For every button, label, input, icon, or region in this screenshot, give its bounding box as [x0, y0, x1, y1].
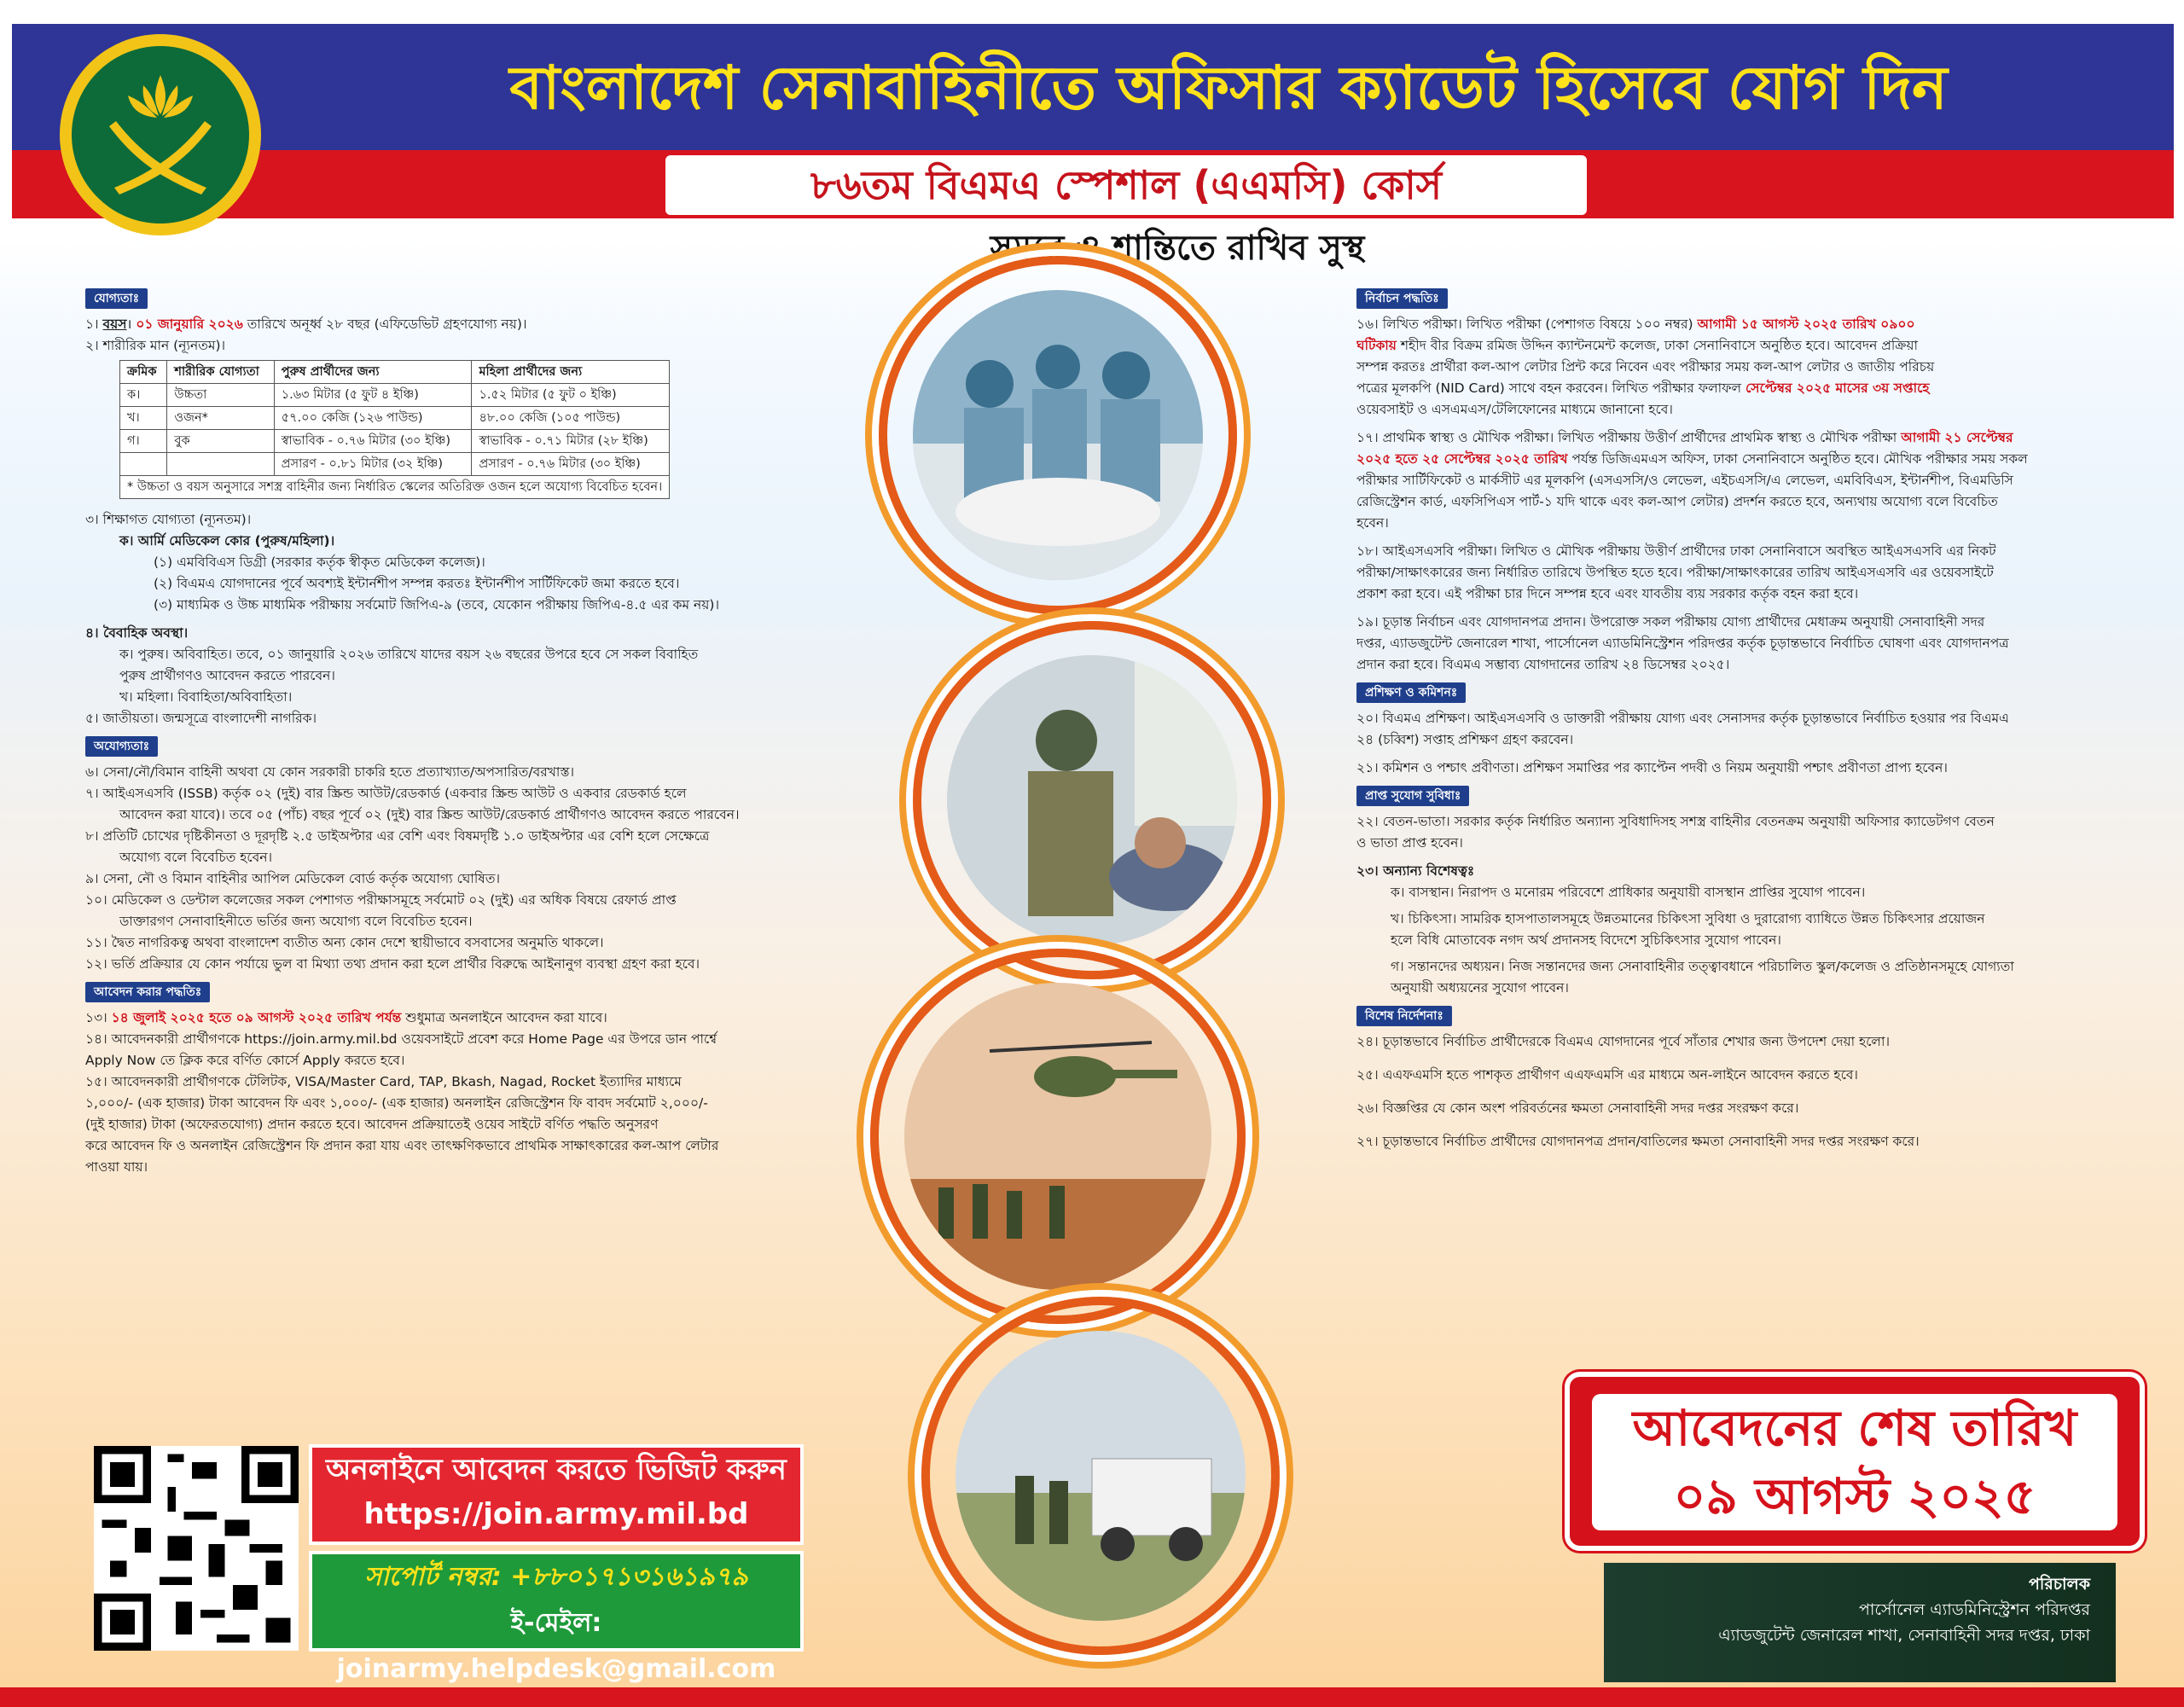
- inelig-7b: আবেদন করা যাবে)। তবে ০৫ (পাঁচ) বছর পূর্বে ০২ (দুই) বার স্ক্রিন্ড আউট/রেডকার্ড প্রার্থীগণও আবেদন করতে পারবেন।: [119, 807, 740, 822]
- apply-14: ১৪। আবেদনকারী প্রার্থীগণকে https://join.army.mil.bd ওয়েবসাইটে প্রবেশ করে Home Page এর উপরে ডান পার্শ্বে: [85, 1031, 717, 1047]
- physical-standards-table: [119, 360, 670, 499]
- visit-label: অনলাইনে আবেদন করতে ভিজিট করুন: [326, 1453, 787, 1487]
- table-note-row: * উচ্চতা ও বয়স অনুসারে সশস্ত্র বাহিনীর জন্য নির্ধারিত স্কেলের অতিরিক্ত ওজন হলে অযোগ্য বিবেচিত হবেন।: [120, 476, 670, 499]
- item-marital-male-2: পুরুষ প্রার্থীগণও আবেদন করতে পারবেন।: [119, 668, 335, 683]
- table-row: ক। উচ্চতা ১.৬৩ মিটার (৫ ফুট ৪ ইঞ্চি) ১.৫২ মিটার (৫ ফুট ০ ইঞ্চি): [120, 384, 670, 407]
- ben-23g2: অনুযায়ী অধ্যয়নের সুযোগ পাবেন।: [1391, 980, 1569, 996]
- dental-photo: [947, 655, 1237, 945]
- deadline-date: ০৯ আগস্ট ২০২৫: [1673, 1467, 2036, 1525]
- motto: সমরে ও শান্তিতে রাখিব সুস্থ: [990, 229, 1365, 268]
- course-subtitle: ৮৬তম বিএমএ স্পেশাল (এএমসি) কোর্স: [665, 155, 1587, 215]
- sel-17d: রেজিস্ট্রেশন কার্ড, এফসিপিএস পার্ট-১ যদি থাকে এবং কল-আপ লেটার) প্রদর্শন করতে হবে, অন্যথায় অযোগ্য বলে বিবেচিত: [1356, 494, 1998, 509]
- train-20: ২০। বিএমএ প্রশিক্ষণ। আইএসএসবি ও ডাক্তারী পরীক্ষায় যোগ্য এবং সেনাসদর কর্তৃক চূড়ান্তভাবে নির্বাচিত হওয়ার পর বিএমএ: [1356, 711, 2009, 726]
- qr-code[interactable]: [94, 1446, 299, 1651]
- spec-25: ২৫। এএফএমসি হতে পাশকৃত প্রার্থীগণ এএফএমসি এর মাধ্যমে অন-লাইনে আবেদন করতে হবে।: [1356, 1067, 1858, 1083]
- item-age: ১। বয়স। ০১ জানুয়ারি ২০২৬ তারিখে অনূর্ধ্ব ২৮ বছর (এফিডেভিট গ্রহণযোগ্য নয়)।: [85, 316, 527, 332]
- issuer-branch: এ্যাডজুটেন্ট জেনারেল শাখা, সেনাবাহিনী সদর দপ্তর, ঢাকা: [1718, 1626, 2090, 1645]
- ben-23k: ক। বাসস্থান। নিরাপদ ও মনোরম পরিবেশে প্রাধিকার অনুযায়ী বাসস্থান প্রাপ্তির সুযোগ পাবেন।: [1391, 885, 1866, 900]
- inelig-6: ৬। সেনা/নৌ/বিমান বাহিনী অথবা যে কোন সরকারী চাকরি হতে প্রত্যাখ্যাত/অপসারিত/বরখাস্ত।: [85, 764, 575, 780]
- apply-15e: পাওয়া যায়।: [85, 1159, 148, 1175]
- sel-16e: ওয়েবসাইট ও এসএমএস/টেলিফোনের মাধ্যমে জানানো হবে।: [1356, 402, 1673, 417]
- ben-23g: গ। সন্তানদের অধ্যয়ন। নিজ সন্তানদের জন্য সেনাবাহিনীর তত্ত্বাবধানে পরিচালিত স্কুল/কলেজ ও প্রতিষ্ঠানসমূহে যোগ্যতা: [1391, 959, 2014, 974]
- ben-23kh2: হলে বিধি মোতাবেক নগদ অর্থ প্রদানসহ বিদেশে সুচিকিৎসার সুযোগ পাবেন।: [1391, 932, 1781, 948]
- support-phone[interactable]: সাপোর্ট নম্বর: +৮৮০১৭১৩১৬১৯৭৯: [364, 1562, 748, 1592]
- surgery-photo: [913, 290, 1203, 580]
- sel-17e: হবেন।: [1356, 515, 1389, 531]
- item-marital: ৪। বৈবাহিক অবস্থা।: [85, 625, 189, 641]
- spec-27: ২৭। চূড়ান্তভাবে নির্বাচিত প্রার্থীদের যোগদানপত্র প্রদান/বাতিলের ক্ষমতা সেনাবাহিনী সদর দপ্তর সংরক্ষণ করে।: [1356, 1134, 1920, 1149]
- item-education-2: (২) বিএমএ যোগদানের পূর্বে অবশ্যই ইন্টার্নশীপ সম্পন্ন করতঃ ইন্টার্নশীপ সার্টিফিকেট জমা করতে হবে।: [154, 576, 680, 591]
- inelig-8b: অযোগ্য বলে বিবেচিত হবেন।: [119, 850, 273, 865]
- spec-24: ২৪। চূড়ান্তভাবে নির্বাচিত প্রার্থীদেরকে বিএমএ যোগদানের পূর্বে সাঁতার শেখার জন্য উপদেশ দেয়া হলো।: [1356, 1034, 1891, 1049]
- inelig-9: ৯। সেনা, নৌ ও বিমান বাহিনীর আপিল মেডিকেল বোর্ড কর্তৃক অযোগ্য ঘোষিত।: [85, 871, 501, 886]
- deadline-inner: [1592, 1394, 2117, 1530]
- ben-23: ২৩। অন্যান্য বিশেষত্বঃ: [1356, 863, 1475, 879]
- deadline-badge: [1565, 1372, 2145, 1551]
- ben-22: ২২। বেতন-ভাতা। সরকার কর্তৃক নির্ধারিত অন্যান্য সুবিধাদিসহ সশস্ত্র বাহিনীর বেতনক্রম অনুযায়ী অফিসার ক্যাডেটগণ বেতন: [1356, 814, 1995, 829]
- sel-18: ১৮। আইএসএসবি পরীক্ষা। লিখিত ও মৌখিক পরীক্ষায় উত্তীর্ণ প্রার্থীদের ঢাকা সেনানিবাসে অবস্থিত আইএসএসবি এর নিকট: [1356, 543, 1996, 559]
- sel-16d: পত্রের মূলকপি (NID Card) সাথে বহন করবেন। লিখিত পরীক্ষার ফলাফল সেপ্টেম্বর ২০২৫ মাসের ৩য় সপ্তাহে: [1356, 380, 1930, 396]
- item-nationality: ৫। জাতীয়তা। জন্মসূত্রে বাংলাদেশী নাগরিক।: [85, 711, 317, 726]
- item-education: ৩। শিক্ষাগত যোগ্যতা (ন্যূনতম)।: [85, 512, 252, 527]
- inelig-11: ১১। দ্বৈত নাগরিকত্ব অথবা বাংলাদেশ ব্যতীত অন্য কোন দেশে স্থায়ীভাবে বসবাসের অনুমতি থাকলে।: [85, 935, 604, 950]
- train-20b: ২৪ (চব্বিশ) সপ্তাহ প্রশিক্ষণ গ্রহণ করবেন।: [1356, 732, 1574, 747]
- item-marital-female: খ। মহিলা। বিবাহিতা/অবিবাহিতা।: [119, 689, 293, 705]
- website-link[interactable]: https://join.army.mil.bd: [363, 1497, 749, 1531]
- sel-19: ১৯। চূড়ান্ত নির্বাচন এবং যোগদানপত্র প্রদান। উপরোক্ত সকল পরীক্ষায় যোগ্য প্রার্থীদের মেধাক্রম অনুযায়ী সেনাবাহিনী সদর: [1356, 614, 1985, 630]
- sel-17b: ২০২৫ হতে ২৫ সেপ্টেম্বর ২০২৫ তারিখ পর্যন্ত ডিজিএমএস অফিস, ঢাকা সেনানিবাসে অনুষ্ঠিত হবে। মৌখিক পরীক্ষার সময় সকল: [1356, 451, 2028, 467]
- sel-19c: প্রদান করা হবে। বিএমএ সম্ভাব্য যোগদানের তারিখ ২৪ ডিসেম্বর ২০২৫।: [1356, 657, 1730, 672]
- army-emblem-logo: [58, 32, 263, 237]
- left-column: [85, 282, 819, 1178]
- apply-13: ১৩। ১৪ জুলাই ২০২৫ হতে ০৯ আগস্ট ২০২৫ তারিখ পর্যন্ত শুধুমাত্র অনলাইনে আবেদন করা যাবে।: [85, 1010, 607, 1025]
- issuer-title: পরিচালক: [2029, 1575, 2090, 1594]
- inelig-10: ১০। মেডিকেল ও ডেন্টাল কলেজের সকল পেশাগত পরীক্ষাসমূহে সর্বমোট ০২ (দুই) এর অধিক বিষয়ে রেফার্ড প্রাপ্ত: [85, 892, 677, 908]
- deadline-label: আবেদনের শেষ তারিখ: [1632, 1399, 2077, 1457]
- item-physical: ২। শারীরিক মান (ন্যূনতম)।: [85, 338, 226, 353]
- inelig-8: ৮। প্রতিটি চোখের দৃষ্টিকীনতা ও দূরদৃষ্টি ২.৫ ডাইঅপ্টার এর বেশি এবং বিষমদৃষ্টি ১.০ ডাইঅপ্টার এর বেশি হলে সেক্ষেত্রে: [85, 828, 710, 844]
- issuer-footer: [1604, 1563, 2116, 1682]
- table-row: খ। ওজন* ৫৭.০০ কেজি (১২৬ পাউন্ড) ৪৮.০০ কেজি (১০৫ পাউন্ড): [120, 407, 670, 430]
- ben-22b: ও ভাতা প্রাপ্ত হবেন।: [1356, 835, 1463, 851]
- apply-15d: করে আবেদন ফি ও অনলাইন রেজিস্ট্রেশন ফি প্রদান করা যায় এবং তাৎক্ষণিকভাবে প্রাথমিক সাক্ষাৎকারের কল-আপ লেটার: [85, 1138, 719, 1153]
- bottom-red-band: [0, 1687, 2184, 1707]
- inelig-10b: ডাক্তারগণ সেনাবাহিনীতে ভর্তির জন্য অযোগ্য বলে বিবেচিত হবেন।: [119, 914, 473, 929]
- page-title: বাংলাদেশ সেনাবাহিনীতে অফিসার ক্যাডেট হিসেবে যোগ দিন: [509, 53, 1948, 123]
- helicopter-photo: [904, 983, 1211, 1290]
- sel-19b: দপ্তর, এ্যাডজুটেন্ট জেনারেল শাখা, পার্সোনেল এ্যাডমিনিস্ট্রেশন পরিদপ্তর কর্তৃক চূড়ান্তভাবে নির্বাচিত ঘোষণা এবং যোগদানপত্র: [1356, 636, 2009, 651]
- support-box: [309, 1551, 804, 1684]
- sel-18b: পরীক্ষা/সাক্ষাৎকারের জন্য নির্ধারিত তারিখে উপস্থিত হতে হবে। পরীক্ষা/সাক্ষাৎকারের তারিখ আইএসএসবি এর ওয়েবসাইটে: [1356, 565, 1994, 580]
- ben-23kh: খ। চিকিৎসা। সামরিক হাসপাতালসমূহে উন্নতমানের চিকিৎসা সুবিধা ও দুরারোগ্য ব্যাধিতে উন্নত চিকিৎসার প্রয়োজন: [1391, 911, 1985, 926]
- sel-17c: পরীক্ষার সার্টিফিকেট ও মার্কসীট এর মূলকপি (এসএসসি/ও লেভেল, এইচএসসি/এ লেভেল, এমবিবিএস, ইন্টার্নশীপ, বিএমডিসি: [1356, 473, 2013, 488]
- un-peacekeeping-photo: [956, 1331, 1246, 1621]
- sel-16: ১৬। লিখিত পরীক্ষা। লিখিত পরীক্ষা (পেশাগত বিষয়ে ১০০ নম্বর) আগামী ১৫ আগস্ট ২০২৫ তারিখ ০৯০০: [1356, 316, 1915, 332]
- table-header-row: ক্রমিক শারীরিক যোগ্যতা পুরুষ প্রার্থীদের জন্য মহিলা প্রার্থীদের জন্য: [120, 361, 670, 384]
- sel-16c: সম্পন্ন করতঃ প্রার্থীরা কল-আপ লেটার প্রিন্ট করে নিবেন এবং পরীক্ষার সময় কল-আপ লেটার ও জাতীয় পরিচয়: [1356, 359, 1935, 374]
- apply-14b: Apply Now তে ক্লিক করে বর্ণিত কোর্সে Apply করতে হবে।: [85, 1053, 405, 1068]
- section-training: প্রশিক্ষণ ও কমিশনঃ: [1356, 682, 1466, 703]
- section-benefits: প্রাপ্ত সুযোগ সুবিধাঃ: [1356, 786, 1469, 806]
- apply-15b: ১,০০০/- (এক হাজার) টাকা আবেদন ফি এবং ১,০০০/- (এক হাজার) অনলাইন রেজিস্ট্রেশন ফি বাবদ সর্বমোট ২,০০০/-: [85, 1095, 708, 1111]
- table-row: প্রসারণ - ০.৮১ মিটার (৩২ ইঞ্চি) প্রসারণ - ০.৭৬ মিটার (৩০ ইঞ্চি): [120, 453, 670, 476]
- spec-26: ২৬। বিজ্ঞপ্তির যে কোন অংশ পরিবর্তনের ক্ষমতা সেনাবাহিনী সদর দপ্তর সংরক্ষণ করে।: [1356, 1100, 1799, 1116]
- item-education-3: (৩) মাধ্যমিক ও উচ্চ মাধ্যমিক পরীক্ষায় সর্বমোট জিপিএ-৯ (তবে, যেকোন পরীক্ষায় জিপিএ-৪.৫ এর কম নয়)।: [154, 597, 719, 613]
- train-21: ২১। কমিশন ও পশ্চাৎ প্রবীণতা। প্রশিক্ষণ সমাপ্তির পর ক্যাপ্টেন পদবী ও নিয়ম অনুযায়ী পশ্চাৎ প্রবীণতা প্রাপ্য হবেন।: [1356, 760, 1948, 775]
- apply-15c: (দুই হাজার) টাকা (অফেরতযোগ্য) প্রদান করতে হবে। আবেদন প্রক্রিয়াতেই ওয়েব সাইটে বর্ণিত পদ্ধতি অনুসরণ: [85, 1117, 659, 1132]
- table-row: গ। বুক স্বাভাবিক - ০.৭৬ মিটার (৩০ ইঞ্চি) স্বাভাবিক - ০.৭১ মিটার (২৮ ইঞ্চি): [120, 430, 670, 453]
- visit-website-box[interactable]: [309, 1444, 804, 1545]
- section-apply: আবেদন করার পদ্ধতিঃ: [85, 982, 210, 1002]
- item-education-amc: ক। আর্মি মেডিকেল কোর (পুরুষ/মহিলা)।: [119, 533, 335, 549]
- item-marital-male: ক। পুরুষ। অবিবাহিত। তবে, ০১ জানুয়ারি ২০২৬ তারিখে যাদের বয়স ২৬ বছরের উপরে হবে সে সকল বিবাহিত: [119, 647, 699, 662]
- apply-15: ১৫। আবেদনকারী প্রার্থীগণকে টেলিটক, VISA/Master Card, TAP, Bkash, Nagad, Rocket ইত্যাদির মাধ্যমে: [85, 1074, 682, 1089]
- section-ineligibility: অযোগ্যতাঃ: [85, 736, 158, 757]
- sel-17: ১৭। প্রাথমিক স্বাস্থ্য ও মৌখিক পরীক্ষা। লিখিত পরীক্ষায় উত্তীর্ণ প্রার্থীদের প্রাথমিক স্বাস্থ্য ও মৌখিক পরীক্ষা আগামী ২১ সেপ্টেম্বর: [1356, 430, 2013, 445]
- inelig-7: ৭। আইএসএসবি (ISSB) কর্তৃক ০২ (দুই) বার স্ক্রিন্ড আউট/রেডকার্ড (একবার স্ক্রিন্ড আউট ও একবার রেডকার্ড হলে: [85, 786, 687, 801]
- section-eligibility: যোগ্যতাঃ: [85, 288, 148, 309]
- right-column: [1356, 282, 2107, 1153]
- section-selection: নির্বাচন পদ্ধতিঃ: [1356, 288, 1448, 309]
- sel-16b: ঘটিকায় শহীদ বীর বিক্রম রমিজ উদ্দিন ক্যান্টনমেন্ট কলেজ, ঢাকা সেনানিবাসে অনুষ্ঠিত হবে। আবেদন প্রক্রিয়া: [1356, 338, 1918, 353]
- inelig-12: ১২। ভর্তি প্রক্রিয়ার যে কোন পর্যায়ে ভুল বা মিথ্যা তথ্য প্রদান করা হলে প্রার্থীর বিরুদ্ধে আইনানুগ ব্যবস্থা গ্রহণ করা হবে।: [85, 956, 700, 972]
- sel-18c: প্রকাশ করা হবে। এই পরীক্ষা চার দিনে সম্পন্ন হবে এবং যাবতীয় ব্যয় সরকার কর্তৃক বহন করা হবে।: [1356, 586, 1859, 601]
- section-special: বিশেষ নির্দেশনাঃ: [1356, 1006, 1452, 1026]
- issuer-directorate: পার্সোনেল এ্যাডমিনিস্ট্রেশন পরিদপ্তর: [1859, 1600, 2090, 1619]
- item-education-1: (১) এমবিবিএস ডিগ্রী (সরকার কর্তৃক স্বীকৃত মেডিকেল কলেজ)।: [154, 554, 485, 570]
- support-email[interactable]: ই-মেইল: joinarmy.helpdesk@gmail.com: [336, 1608, 776, 1684]
